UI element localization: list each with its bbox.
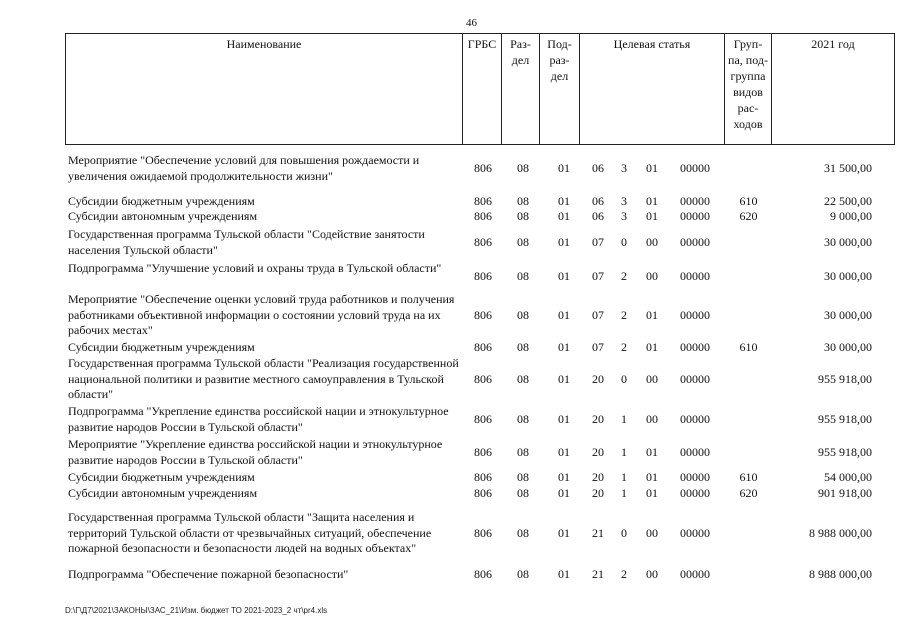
cell-razdel: 08 <box>517 567 529 581</box>
cell-t4: 00000 <box>680 340 710 354</box>
cell-podrazdel: 01 <box>558 411 570 426</box>
cell-sum: 955 918,00 <box>818 411 872 426</box>
table-header <box>65 33 895 145</box>
cell-name: Мероприятие "Укрепление единства российской нации и этнокультурное развитие народов России в Тульской области" <box>68 437 443 467</box>
cell-t2: 2 <box>621 567 627 581</box>
cell-podrazdel: 01 <box>558 268 570 283</box>
cell-podrazdel: 01 <box>558 444 570 459</box>
cell-t1: 06 <box>592 194 604 208</box>
cell-name: Подпрограмма "Обеспечение пожарной безопасности" <box>68 567 349 581</box>
cell-grbs: 806 <box>474 194 492 208</box>
cell-vid: 620 <box>739 209 758 223</box>
cell-podrazdel: 01 <box>558 470 570 484</box>
cell-grbs: 806 <box>474 234 492 249</box>
cell-t4: 00000 <box>680 411 710 426</box>
cell-t3: 00 <box>646 371 658 386</box>
cell-t2: 3 <box>621 160 627 175</box>
cell-t4: 00000 <box>680 194 710 208</box>
cell-podrazdel: 01 <box>558 525 570 540</box>
cell-t3: 01 <box>646 444 658 459</box>
cell-t1: 20 <box>592 470 604 484</box>
table-row <box>0 227 905 258</box>
cell-name: Субсидии бюджетным учреждениям <box>68 194 255 208</box>
header-podrazdel: Под- раз- дел <box>540 34 580 144</box>
cell-t1: 06 <box>592 209 604 223</box>
cell-sum: 30 000,00 <box>824 268 872 283</box>
cell-t2: 1 <box>621 486 627 500</box>
header-target-article: Целевая статья <box>580 34 725 144</box>
cell-t3: 00 <box>646 234 658 249</box>
cell-razdel: 08 <box>517 444 529 459</box>
cell-sum: 22 500,00 <box>824 194 872 208</box>
cell-name: Субсидии бюджетным учреждениям <box>68 470 255 484</box>
cell-sum: 54 000,00 <box>824 470 872 484</box>
cell-podrazdel: 01 <box>558 234 570 249</box>
cell-t1: 07 <box>592 234 604 249</box>
cell-name: Подпрограмма "Укрепление единства российской нации и этнокультурное развитие народов России в Тульской области" <box>68 404 449 434</box>
cell-t1: 20 <box>592 486 604 500</box>
table-row <box>0 209 905 225</box>
cell-razdel: 08 <box>517 268 529 283</box>
cell-grbs: 806 <box>474 411 492 426</box>
table-row <box>0 437 905 468</box>
cell-razdel: 08 <box>517 160 529 175</box>
cell-t4: 00000 <box>680 525 710 540</box>
cell-sum: 30 000,00 <box>824 234 872 249</box>
cell-t1: 07 <box>592 340 604 354</box>
cell-podrazdel: 01 <box>558 194 570 208</box>
cell-podrazdel: 01 <box>558 340 570 354</box>
cell-grbs: 806 <box>474 371 492 386</box>
cell-name: Субсидии автономным учреждениям <box>68 209 258 223</box>
cell-podrazdel: 01 <box>558 209 570 223</box>
table-row <box>0 510 905 557</box>
cell-razdel: 08 <box>517 194 529 208</box>
header-expense-group: Груп- па, под- группа видов рас- ходов <box>725 34 772 144</box>
cell-t1: 20 <box>592 444 604 459</box>
cell-t2: 2 <box>621 268 627 283</box>
cell-t4: 00000 <box>680 234 710 249</box>
header-grbs: ГРБС <box>463 34 502 144</box>
table-row <box>0 261 905 292</box>
cell-vid: 610 <box>739 194 758 208</box>
cell-t1: 06 <box>592 160 604 175</box>
cell-sum: 901 918,00 <box>818 486 872 500</box>
cell-grbs: 806 <box>474 160 492 175</box>
cell-sum: 9 000,00 <box>830 209 872 223</box>
cell-name: Государственная программа Тульской области "Содействие занятости населения Тульской области" <box>68 227 425 257</box>
table-row <box>0 470 905 486</box>
cell-t4: 00000 <box>680 209 710 223</box>
cell-t3: 01 <box>646 307 658 322</box>
cell-t4: 00000 <box>680 371 710 386</box>
cell-razdel: 08 <box>517 411 529 426</box>
cell-t2: 0 <box>621 371 627 386</box>
cell-grbs: 806 <box>474 567 492 581</box>
cell-razdel: 08 <box>517 209 529 223</box>
table-row <box>0 404 905 435</box>
cell-t3: 01 <box>646 340 658 354</box>
cell-razdel: 08 <box>517 234 529 249</box>
header-razdel: Раз- дел <box>502 34 540 144</box>
cell-grbs: 806 <box>474 268 492 283</box>
file-path-footer: D:\Г\Д7\2021\ЗАКОНЫ\ЗАС_21\Изм. бюджет ТО 2021-2023_2 чт\pr4.xls <box>65 606 328 615</box>
cell-t2: 0 <box>621 234 627 249</box>
cell-sum: 8 988 000,00 <box>809 567 872 581</box>
cell-podrazdel: 01 <box>558 567 570 581</box>
cell-vid: 610 <box>739 340 758 354</box>
cell-razdel: 08 <box>517 371 529 386</box>
cell-name: Субсидии бюджетным учреждениям <box>68 340 255 354</box>
cell-t3: 00 <box>646 268 658 283</box>
table-row <box>0 356 905 403</box>
table-row <box>0 486 905 502</box>
cell-sum: 8 988 000,00 <box>809 525 872 540</box>
cell-t4: 00000 <box>680 268 710 283</box>
cell-grbs: 806 <box>474 444 492 459</box>
cell-t2: 3 <box>621 194 627 208</box>
cell-t3: 01 <box>646 194 658 208</box>
cell-name: Государственная программа Тульской области "Реализация государственной национальной политики и развитие местного самоуправления в Тульской области" <box>68 356 459 401</box>
cell-t1: 07 <box>592 307 604 322</box>
cell-t4: 00000 <box>680 160 710 175</box>
cell-t1: 21 <box>592 567 604 581</box>
cell-t4: 00000 <box>680 470 710 484</box>
cell-sum: 30 000,00 <box>824 307 872 322</box>
cell-razdel: 08 <box>517 470 529 484</box>
cell-t3: 01 <box>646 470 658 484</box>
cell-t3: 01 <box>646 209 658 223</box>
cell-t2: 0 <box>621 525 627 540</box>
cell-podrazdel: 01 <box>558 160 570 175</box>
cell-podrazdel: 01 <box>558 307 570 322</box>
cell-grbs: 806 <box>474 525 492 540</box>
cell-name: Государственная программа Тульской области "Защита населения и территорий Тульской области от чрезвычайных ситуаций, обеспечение пожарной безопасности и безопасности людей на водных объектах" <box>68 510 432 555</box>
cell-razdel: 08 <box>517 486 529 500</box>
cell-t3: 00 <box>646 567 658 581</box>
cell-podrazdel: 01 <box>558 371 570 386</box>
cell-razdel: 08 <box>517 340 529 354</box>
cell-t1: 07 <box>592 268 604 283</box>
cell-name: Мероприятие "Обеспечение условий для повышения рождаемости и увеличения ожидаемой продолжительности жизни" <box>68 153 420 183</box>
cell-t4: 00000 <box>680 444 710 459</box>
cell-razdel: 08 <box>517 307 529 322</box>
cell-t3: 00 <box>646 411 658 426</box>
cell-sum: 31 500,00 <box>824 160 872 175</box>
cell-grbs: 806 <box>474 209 492 223</box>
table-row <box>0 292 905 339</box>
table-row <box>0 194 905 210</box>
cell-t1: 21 <box>592 525 604 540</box>
cell-t4: 00000 <box>680 307 710 322</box>
cell-name: Подпрограмма "Улучшение условий и охраны труда в Тульской области" <box>68 261 442 275</box>
table-row <box>0 340 905 356</box>
cell-name: Субсидии автономным учреждениям <box>68 486 258 500</box>
cell-podrazdel: 01 <box>558 486 570 500</box>
table-row <box>0 567 905 583</box>
cell-t3: 01 <box>646 160 658 175</box>
cell-grbs: 806 <box>474 340 492 354</box>
table-row <box>0 153 905 184</box>
cell-sum: 30 000,00 <box>824 340 872 354</box>
cell-t2: 2 <box>621 307 627 322</box>
cell-t1: 20 <box>592 371 604 386</box>
cell-vid: 610 <box>739 470 758 484</box>
cell-grbs: 806 <box>474 470 492 484</box>
cell-t4: 00000 <box>680 486 710 500</box>
cell-t4: 00000 <box>680 567 710 581</box>
cell-t3: 00 <box>646 525 658 540</box>
cell-t2: 1 <box>621 444 627 459</box>
cell-name: Мероприятие "Обеспечение оценки условий труда работников и получения работниками объективной информации о состоянии условий труда на их рабочих местах" <box>68 292 455 337</box>
cell-t1: 20 <box>592 411 604 426</box>
cell-sum: 955 918,00 <box>818 371 872 386</box>
page-number: 46 <box>466 17 477 29</box>
cell-t2: 3 <box>621 209 627 223</box>
header-name: Наименование <box>66 34 463 144</box>
cell-vid: 620 <box>739 486 758 500</box>
cell-t2: 2 <box>621 340 627 354</box>
cell-sum: 955 918,00 <box>818 444 872 459</box>
cell-t3: 01 <box>646 486 658 500</box>
header-year: 2021 год <box>811 37 855 51</box>
cell-razdel: 08 <box>517 525 529 540</box>
cell-grbs: 806 <box>474 307 492 322</box>
cell-grbs: 806 <box>474 486 492 500</box>
cell-t2: 1 <box>621 470 627 484</box>
cell-t2: 1 <box>621 411 627 426</box>
